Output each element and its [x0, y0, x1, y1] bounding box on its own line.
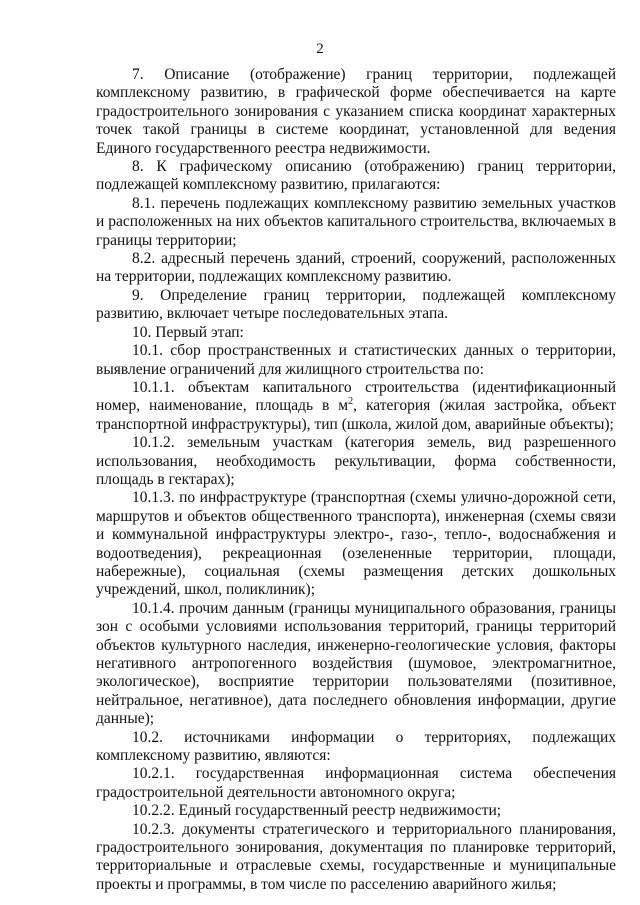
- paragraph-10: 10. Первый этап:: [132, 323, 244, 341]
- paragraph-8-1: 8.1. перечень подлежащих комплексному развитию земельных участков и расположенных на них объектов капитального строительства, включаемых в границы территории;: [96, 194, 616, 249]
- paragraph-8: 8. К графическому описанию (отображению) границ территории, подлежащей комплексному развитию, прилагаются:: [96, 158, 616, 194]
- paragraph-10-1-1: [96, 379, 616, 434]
- paragraph-10-1-4: 10.1.4. прочим данным (границы муниципального образования, границы зон с особыми условиями использования территорий, границы территорий объектов культурного наследия, инженерно-геологические условия, факторы негативного антропогенного воздействия (шумовое, электромагнитное, экологическое), восприятие территории пользователями (позитивное, нейтральное, негативное), дата последнего обновления информации, другие данные);: [96, 599, 616, 728]
- paragraph-10-1-2: 10.1.2. земельным участкам (категория земель, вид разрешенного использования, необходимость рекультивации, форма собственности, площадь в гектарах);: [96, 434, 616, 488]
- paragraph-7: 7. Описание (отображение) границ территории, подлежащей комплексному развитию, в графической форме обеспечивается на карте градостроительного зонирования с указанием списка координат характерных точек такой границы в системе координат, установленной для ведения Единого государственного реестра недвижимости.: [96, 66, 616, 157]
- paragraph-10-2: 10.2. источниками информации о территориях, подлежащих комплексному развитию, являются:: [96, 728, 616, 765]
- paragraph-8-2: 8.2. адресный перечень зданий, строений, сооружений, расположенных на территории, подлежащих комплексному развитию.: [96, 250, 616, 286]
- paragraph-10-2-1: 10.2.1. государственная информационная система обеспечения градостроительной деятельности автономного округа;: [96, 765, 616, 801]
- paragraph-10-1-3: 10.1.3. по инфраструктуре (транспортная (схемы улично-дорожной сети, маршрутов и объектов общественного транспорта), инженерная (схемы связи и коммунальной инфраструктуры электро-, газо-, тепло-, водоснабжения и водоотведения), рекреационная (озелененные территории, площади, набережные), социальная (схемы размещения детских дошкольных учреждений, школ, поликлиник);: [96, 489, 616, 599]
- document-body: [96, 66, 616, 894]
- paragraph-10-2-2: 10.2.2. Единый государственный реестр недвижимости;: [132, 802, 502, 820]
- square-meter-superscript: 2: [348, 396, 354, 408]
- paragraph-10-1: 10.1. сбор пространственных и статистических данных о территории, выявление ограничений для жилищного строительства по:: [96, 342, 616, 378]
- paragraph-10-1-1-text-before: 10.1.1. объектам капитального строительства (идентификационный номер, наименование, площадь в м: [96, 378, 616, 415]
- paragraph-9: 9. Определение границ территории, подлежащей комплексному развитию, включает четыре последовательных этапа.: [96, 286, 616, 323]
- paragraph-10-2-3: 10.2.3. документы стратегического и территориального планирования, градостроительного зонирования, документация по планировке территорий, территориальные и отраслевые схемы, государственные и муниципальные проекты и программы, в том числе по расселению аварийного жилья;: [96, 820, 616, 893]
- page-number: 2: [316, 41, 324, 57]
- paragraph-10-1-1-text-after: , категория (жилая застройка, объект транспортной инфраструктуры), тип (школа, жилой дом, аварийные объекты);: [96, 397, 617, 433]
